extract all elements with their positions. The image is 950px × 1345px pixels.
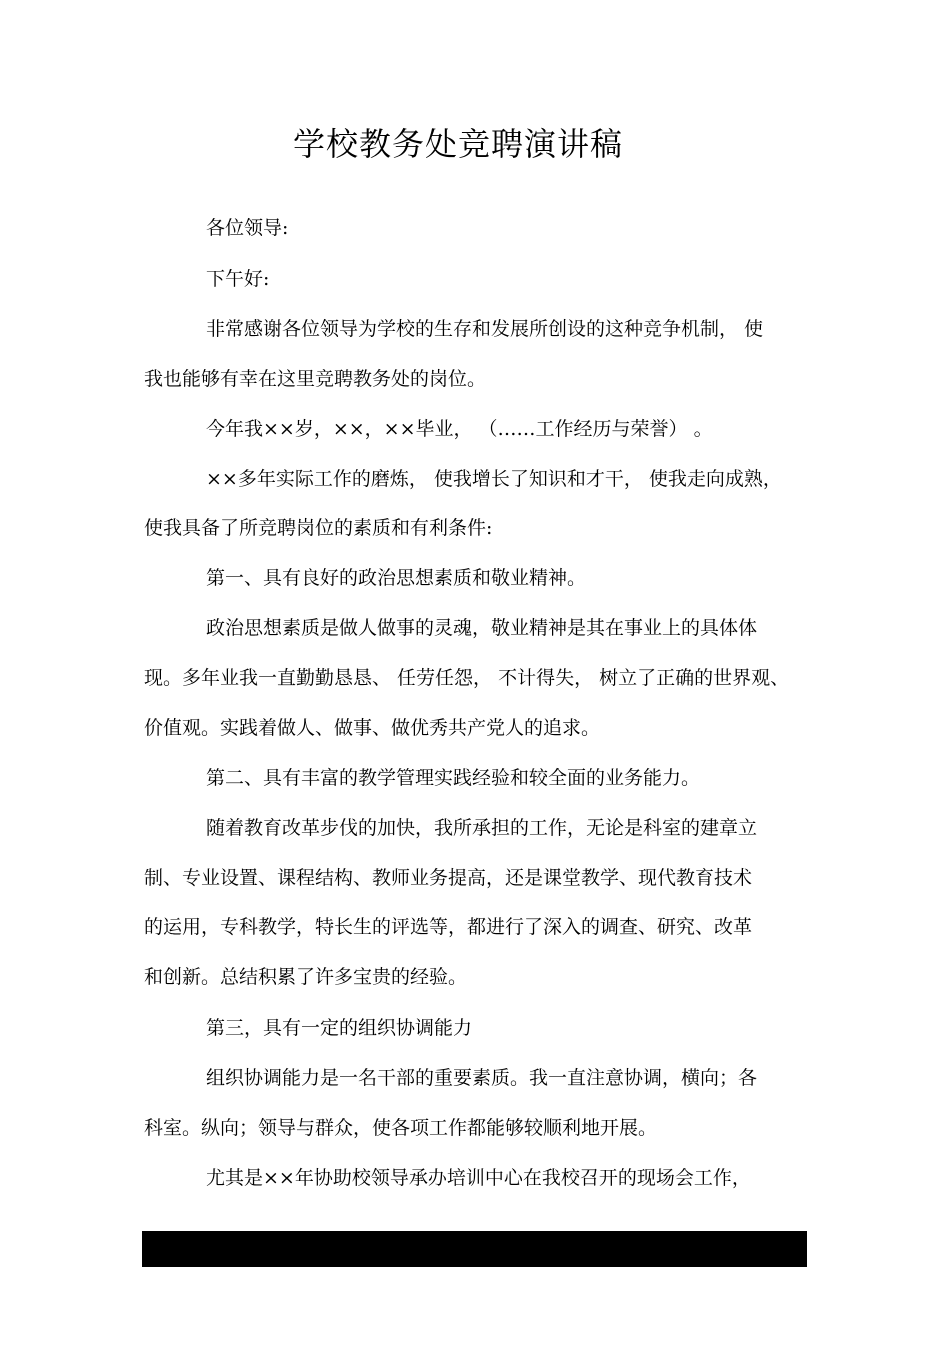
paragraph-line: 政治思想素质是做人做事的灵魂，敬业精神是其在事业上的具体体 [206,617,758,639]
paragraph-line: 和创新。总结积累了许多宝贵的经验。 [144,966,468,988]
paragraph-line: 制、专业设置、课程结构、教师业务提高，还是课堂教学、现代教育技术 [144,867,753,889]
paragraph-line: 的运用，专科教学，特长生的评选等，都进行了深入的调查、研究、改革 [144,916,753,938]
paragraph-line: 科室。纵向；领导与群众，使各项工作都能够较顺利地开展。 [144,1117,658,1139]
paragraph-line: 现。多年业我一直勤勤恳恳、 任劳任怨， 不计得失， 树立了正确的世界观、 [144,667,790,689]
paragraph-line: 随着教育改革步伐的加快，我所承担的工作，无论是科室的建章立 [206,817,758,839]
paragraph-line: 第三，具有一定的组织协调能力 [206,1017,473,1039]
paragraph-line: 第二、具有丰富的教学管理实践经验和较全面的业务能力。 [206,767,701,789]
paragraph-line: ××多年实际工作的磨炼， 使我增长了知识和才干， 使我走向成熟， [206,468,782,490]
footer-black-bar [142,1231,807,1267]
paragraph-line: 组织协调能力是一名干部的重要素质。我一直注意协调，横向；各 [206,1067,758,1089]
document-title: 学校教务处竞聘演讲稿 [292,125,623,163]
paragraph-line: 第一、具有良好的政治思想素质和敬业精神。 [206,567,587,589]
paragraph-line: 今年我××岁，××，××毕业， （……工作经历与荣誉） 。 [206,418,713,440]
paragraph-line: 各位领导: [206,217,289,239]
paragraph-line: 非常感谢各位领导为学校的生存和发展所创设的这种竞争机制， 使 [206,318,764,340]
paragraph-line: 我也能够有幸在这里竞聘教务处的岗位。 [144,368,487,390]
paragraph-line: 使我具备了所竞聘岗位的素质和有利条件: [144,517,493,539]
paragraph-line: 价值观。实践着做人、做事、做优秀共产党人的追求。 [144,717,601,739]
paragraph-line: 下午好: [206,268,270,290]
paragraph-line: 尤其是××年协助校领导承办培训中心在我校召开的现场会工作， [206,1167,751,1189]
